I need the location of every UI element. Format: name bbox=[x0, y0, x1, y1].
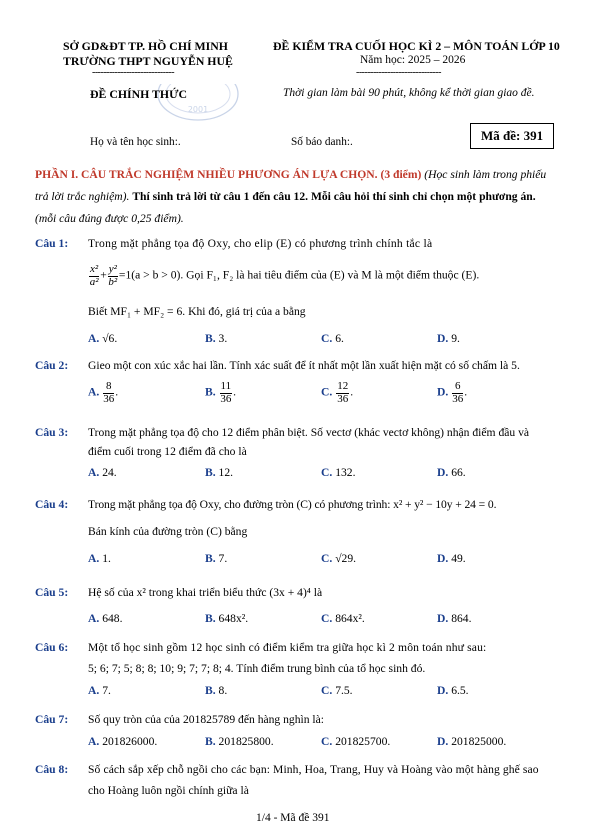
option-c: C. √29. bbox=[321, 552, 357, 565]
question-text: Gieo một con xúc xắc hai lần. Tính xác suất để ít nhất một lần xuất hiện mặt có số chấm là 5. bbox=[88, 359, 520, 372]
question-text: Trong mặt phẳng tọa độ cho 12 điểm phân biệt. Số vectơ (khác vectơ không) nhận điểm đầu và bbox=[88, 426, 530, 439]
left-divider: ----------------------------- bbox=[92, 67, 175, 78]
option-a: A. 201826000. bbox=[88, 735, 158, 748]
option-d: D. 9. bbox=[437, 332, 460, 345]
option-b: B. $\frac{11}{36}$ . bbox=[205, 380, 237, 405]
question-text-line2: 5; 6; 7; 5; 8; 8; 10; 9; 7; 7; 8; 4. Tính điểm trung bình của tổ học sinh đó. bbox=[88, 662, 426, 675]
question-label: Câu 3: bbox=[35, 426, 69, 439]
student-id-field: Số báo danh:. bbox=[291, 136, 353, 148]
exam-title: ĐỀ KIỂM TRA CUỐI HỌC KÌ 2 – MÔN TOÁN LỚP 10 bbox=[273, 39, 560, 53]
option-c: C. 864x². bbox=[321, 612, 365, 625]
school-year: Năm học: 2025 – 2026 bbox=[360, 54, 466, 66]
exam-code-box: Mã đề: 391 bbox=[470, 123, 554, 149]
option-b: B. 201825800. bbox=[205, 735, 274, 748]
right-divider: ------------------------------ bbox=[356, 67, 441, 78]
question-text-line2: Bán kính của đường tròn (C) bằng bbox=[88, 525, 248, 538]
option-a: A. $\frac{8}{36}$ . bbox=[88, 380, 119, 405]
seal-year: 2001 bbox=[187, 105, 209, 114]
option-c: C. 6. bbox=[321, 332, 344, 345]
department-name: SỞ GD&ĐT TP. HỒ CHÍ MINH bbox=[63, 39, 228, 53]
question-text: Số cách sắp xếp chỗ ngồi cho các bạn: Minh, Hoa, Trang, Huy và Hoàng vào một hàng ghế sao bbox=[88, 763, 539, 776]
option-d: D. $\frac{6}{36}$ . bbox=[437, 380, 468, 405]
question-text: Một tổ học sinh gồm 12 học sinh có điểm kiểm tra giữa học kì 2 môn toán như sau: bbox=[88, 641, 487, 654]
question-text-line2: điểm cuối trong 12 điểm đã cho là bbox=[88, 445, 247, 458]
question-text-line2: $\frac{\text{x²}}{\text{a²}}$ + $\frac{\text{y²}}{\text{b²}}$ =1(a > b > 0). Gọi F₁, F₂ là hai tiêu điểm của (E) và M là một điểm thuộc (E). bbox=[89, 263, 480, 288]
option-c: C. 132. bbox=[321, 466, 356, 479]
option-d: D. 6.5. bbox=[437, 684, 469, 697]
option-c: C. 201825700. bbox=[321, 735, 391, 748]
option-a: A. 1. bbox=[88, 552, 111, 565]
question-text: Số quy tròn của của 201825789 đến hàng nghìn là: bbox=[88, 713, 325, 726]
part1-heading bbox=[35, 164, 555, 230]
question-label: Câu 7: bbox=[35, 713, 69, 726]
option-d: D. 201825000. bbox=[437, 735, 507, 748]
question-label: Câu 8: bbox=[35, 763, 69, 776]
question-text: Trong mặt phẳng tọa độ Oxy, cho đường tròn (C) có phương trình: x² + y² − 10y + 24 = 0. bbox=[88, 498, 497, 511]
option-b: B. 3. bbox=[205, 332, 228, 345]
question-label: Câu 6: bbox=[35, 641, 69, 654]
school-name: TRƯỜNG THPT NGUYỄN HUỆ bbox=[63, 54, 233, 68]
part1-title: PHẦN I. CÂU TRẮC NGHIỆM NHIỀU PHƯƠNG ÁN LỰA CHỌN. (3 điểm) bbox=[35, 168, 422, 181]
option-a: A. √6. bbox=[88, 332, 118, 345]
option-c: C. 7.5. bbox=[321, 684, 353, 697]
question-text-line3: Biết MF₁ + MF₂ = 6. Khi đó, giá trị của a bằng bbox=[88, 305, 306, 318]
question-text: Hệ số của x² trong khai triển biểu thức (3x + 4)⁴ là bbox=[88, 586, 323, 599]
official-exam-label: ĐỀ CHÍNH THỨC bbox=[90, 87, 188, 101]
question-label: Câu 5: bbox=[35, 586, 69, 599]
question-label: Câu 4: bbox=[35, 498, 69, 511]
option-d: D. 49. bbox=[437, 552, 466, 565]
option-b: B. 8. bbox=[205, 684, 228, 697]
option-a: A. 648. bbox=[88, 612, 123, 625]
option-d: D. 864. bbox=[437, 612, 472, 625]
part1-note: (Học sinh làm trong phiếu trả lời trắc nghiệm). bbox=[35, 168, 547, 203]
question-label: Câu 2: bbox=[35, 359, 69, 372]
question-label: Câu 1: bbox=[35, 237, 69, 250]
exam-duration: Thời gian làm bài 90 phút, không kể thời gian giao đề. bbox=[283, 87, 535, 99]
page-footer: 1/4 - Mã đề 391 bbox=[256, 812, 330, 824]
student-name-field: Họ và tên học sinh:. bbox=[90, 136, 181, 148]
option-c: C. $\frac{12}{36}$ . bbox=[321, 380, 354, 405]
option-a: A. 24. bbox=[88, 466, 117, 479]
option-b: B. 12. bbox=[205, 466, 234, 479]
question-text-line2: cho Hoàng luôn ngồi chính giữa là bbox=[88, 784, 249, 797]
part1-score-note: (mỗi câu đúng được 0,25 điểm). bbox=[35, 212, 184, 225]
question-text: Trong mặt phẳng tọa độ Oxy, cho elip (E) có phương trình chính tắc là bbox=[88, 237, 433, 250]
option-a: A. 7. bbox=[88, 684, 111, 697]
option-b: B. 648x². bbox=[205, 612, 249, 625]
option-b: B. 7. bbox=[205, 552, 228, 565]
part1-instructions: Thí sinh trả lời từ câu 1 đến câu 12. Mỗi câu hỏi thí sinh chỉ chọn một phương án. bbox=[132, 190, 536, 203]
option-d: D. 66. bbox=[437, 466, 466, 479]
